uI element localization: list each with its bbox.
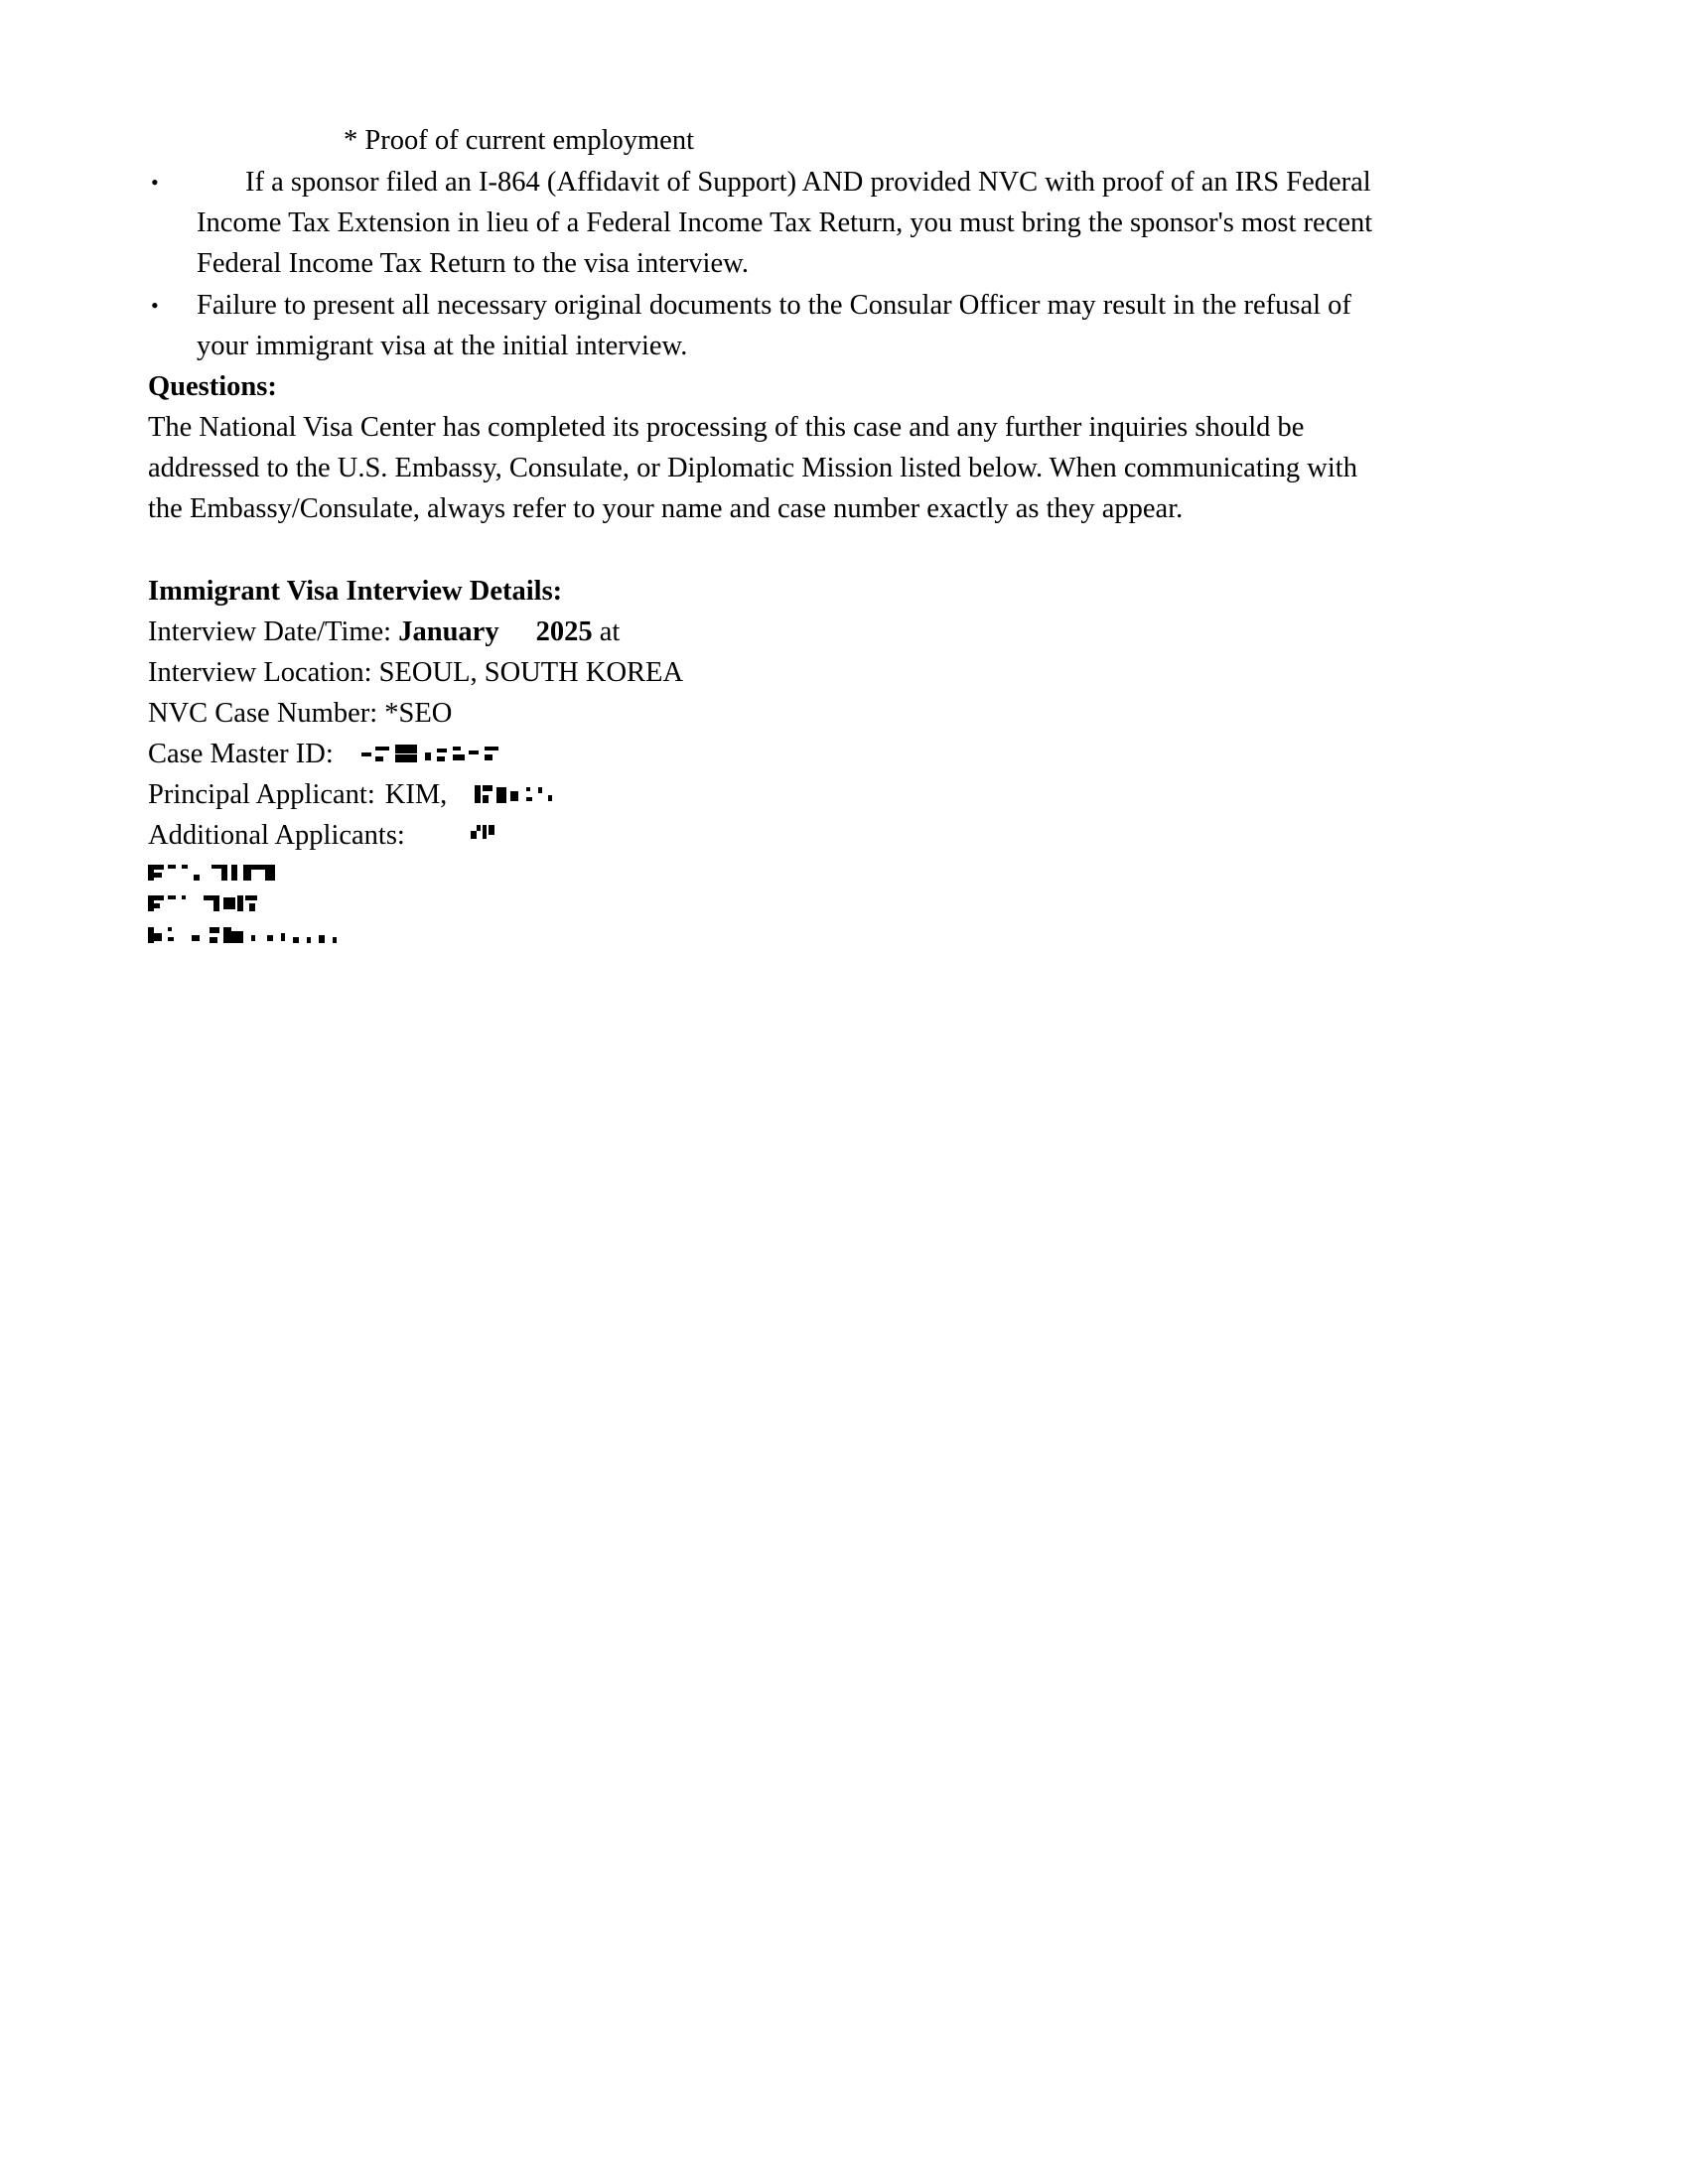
redacted-case-master-id (361, 743, 510, 766)
interview-date-label: Interview Date/Time: (148, 616, 399, 647)
case-master-id-label: Case Master ID: (148, 739, 334, 769)
questions-paragraph-line-1: The National Visa Center has completed its processing of this case and any further inquiries should be (148, 412, 1305, 443)
interview-date-year: 2025 (535, 616, 593, 647)
bullet-1-line-3: Federal Income Tax Return to the visa interview. (197, 248, 749, 279)
interview-details-heading: Immigrant Visa Interview Details: (148, 576, 563, 607)
bullet-point: • (151, 293, 159, 318)
interview-location-value: SEOUL, SOUTH KOREA (378, 657, 684, 688)
additional-applicants-line (148, 815, 405, 856)
questions-paragraph-line-3: the Embassy/Consulate, always refer to your name and case number exactly as they appear. (148, 493, 1184, 524)
proof-of-employment-item: * Proof of current employment (344, 125, 694, 156)
nvc-case-number-value: *SEO (384, 698, 453, 729)
principal-applicant-label: Principal Applicant: (148, 779, 375, 810)
bullet-2-line-2: your immigrant visa at the initial interview. (197, 331, 688, 361)
principal-applicant-value: KIM, (384, 779, 448, 810)
bullet-1-line-2: Income Tax Extension in lieu of a Federal Income Tax Return, you must bring the sponsor's most recent (197, 207, 1373, 238)
interview-location-label: Interview Location: (148, 657, 379, 688)
bullet-2-line-1: Failure to present all necessary original documents to the Consular Officer may result in the refusal of (197, 290, 1351, 321)
additional-applicants-label: Additional Applicants: (148, 820, 405, 851)
redacted-additional-count (469, 823, 508, 847)
case-master-id-line (148, 734, 334, 774)
redacted-additional-applicant-2 (148, 893, 307, 913)
redacted-additional-applicant-1 (148, 863, 307, 883)
questions-heading: Questions: (148, 371, 277, 402)
bullet-point: • (151, 170, 159, 195)
interview-date-suffix: at (592, 616, 621, 647)
redacted-principal-given-name (475, 783, 579, 805)
interview-location-line (148, 652, 683, 693)
bullet-1-line-1: If a sponsor filed an I-864 (Affidavit of Support) AND provided NVC with proof of an IRS Federal (245, 167, 1371, 198)
interview-date-month: January (398, 616, 499, 647)
interview-date-line (148, 612, 620, 652)
redacted-additional-applicant-3 (148, 925, 386, 945)
questions-paragraph-line-2: addressed to the U.S. Embassy, Consulate, or Diplomatic Mission listed below. When communicating with (148, 453, 1357, 483)
nvc-case-number-line (148, 693, 452, 734)
principal-applicant-line (148, 774, 447, 815)
nvc-case-number-label: NVC Case Number: (148, 698, 385, 729)
